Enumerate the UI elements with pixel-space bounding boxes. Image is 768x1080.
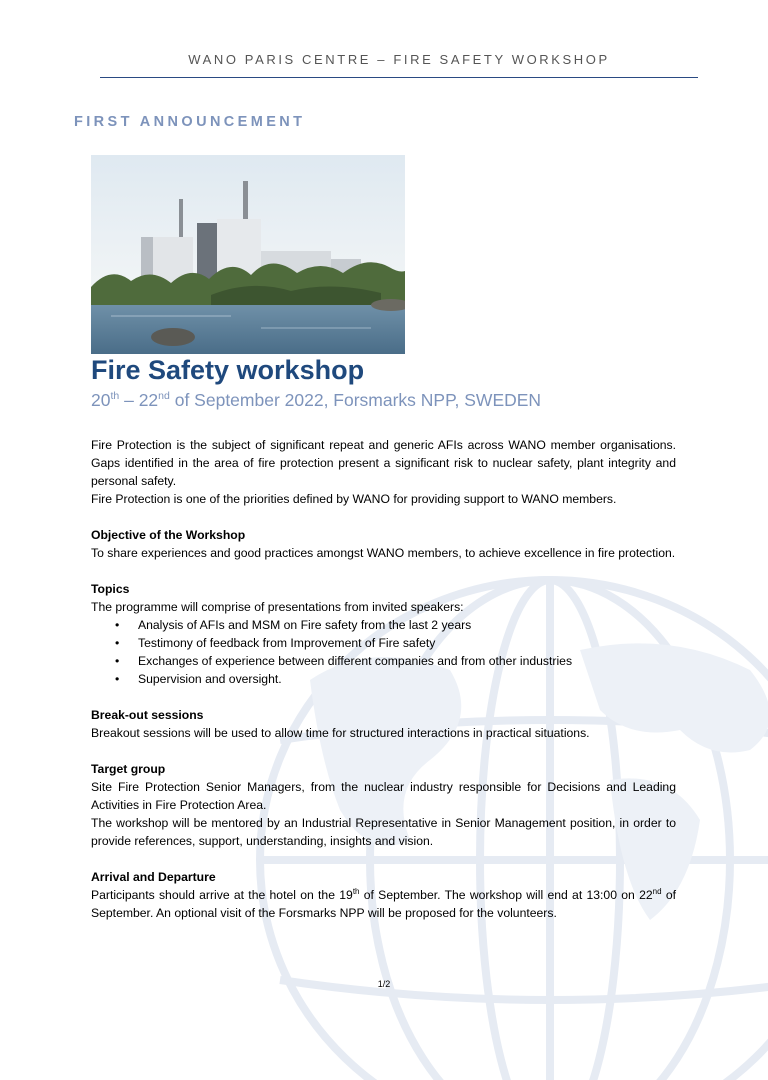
topics-list [91, 616, 676, 688]
arrival-heading: Arrival and Departure [91, 870, 216, 884]
breakout-heading: Break-out sessions [91, 708, 204, 722]
header-divider [100, 77, 698, 78]
target-text-2: The workshop will be mentored by an Industrial Representative in Senior Management position, in order to provide references, support, understanding, insights and vision. [91, 816, 676, 848]
topics-heading: Topics [91, 582, 130, 596]
objective-text: To share experiences and good practices amongst WANO members, to achieve excellence in fire protection. [91, 546, 676, 560]
announcement-body [91, 436, 676, 922]
list-item: • Testimony of feedback from Improvement of Fire safety [138, 634, 676, 652]
arrival-text: Participants should arrive at the hotel on the 19th of September. The workshop will end at 13:00 on 22nd of September. An optional visit of the Forsmarks NPP will be proposed for the volunteers. [91, 886, 676, 920]
target-heading: Target group [91, 762, 166, 776]
workshop-title: Fire Safety workshop [91, 355, 365, 385]
announcement-label: FIRST ANNOUNCEMENT [74, 114, 306, 130]
header-title: WANO PARIS CENTRE – FIRE SAFETY WORKSHOP [188, 52, 610, 67]
objective-heading: Objective of the Workshop [91, 528, 246, 542]
breakout-text: Breakout sessions will be used to allow time for structured interactions in practical situations. [91, 726, 590, 740]
intro-paragraph-1: Fire Protection is the subject of significant repeat and generic AFIs across WANO member organisations. Gaps identified in the area of fire protection present a significant risk to nuclear safety, plant integrity and personal safety. [91, 438, 676, 488]
target-text-1: Site Fire Protection Senior Managers, from the nuclear industry responsible for Decisions and Leading Activities in Fire Protection Area. [91, 780, 676, 812]
list-item: • Analysis of AFIs and MSM on Fire safety from the last 2 years [138, 616, 676, 634]
workshop-date-location: 20th – 22nd of September 2022, Forsmarks NPP, SWEDEN [91, 390, 542, 410]
topics-intro: The programme will comprise of presentations from invited speakers: [91, 600, 464, 614]
list-item: • Exchanges of experience between different companies and from other industries [138, 652, 676, 670]
list-item: • Supervision and oversight. [138, 670, 676, 688]
page-number: 1/2 [377, 979, 391, 989]
power-plant-photo [91, 155, 405, 354]
intro-paragraph-2: Fire Protection is one of the priorities defined by WANO for providing support to WANO members. [91, 492, 617, 506]
